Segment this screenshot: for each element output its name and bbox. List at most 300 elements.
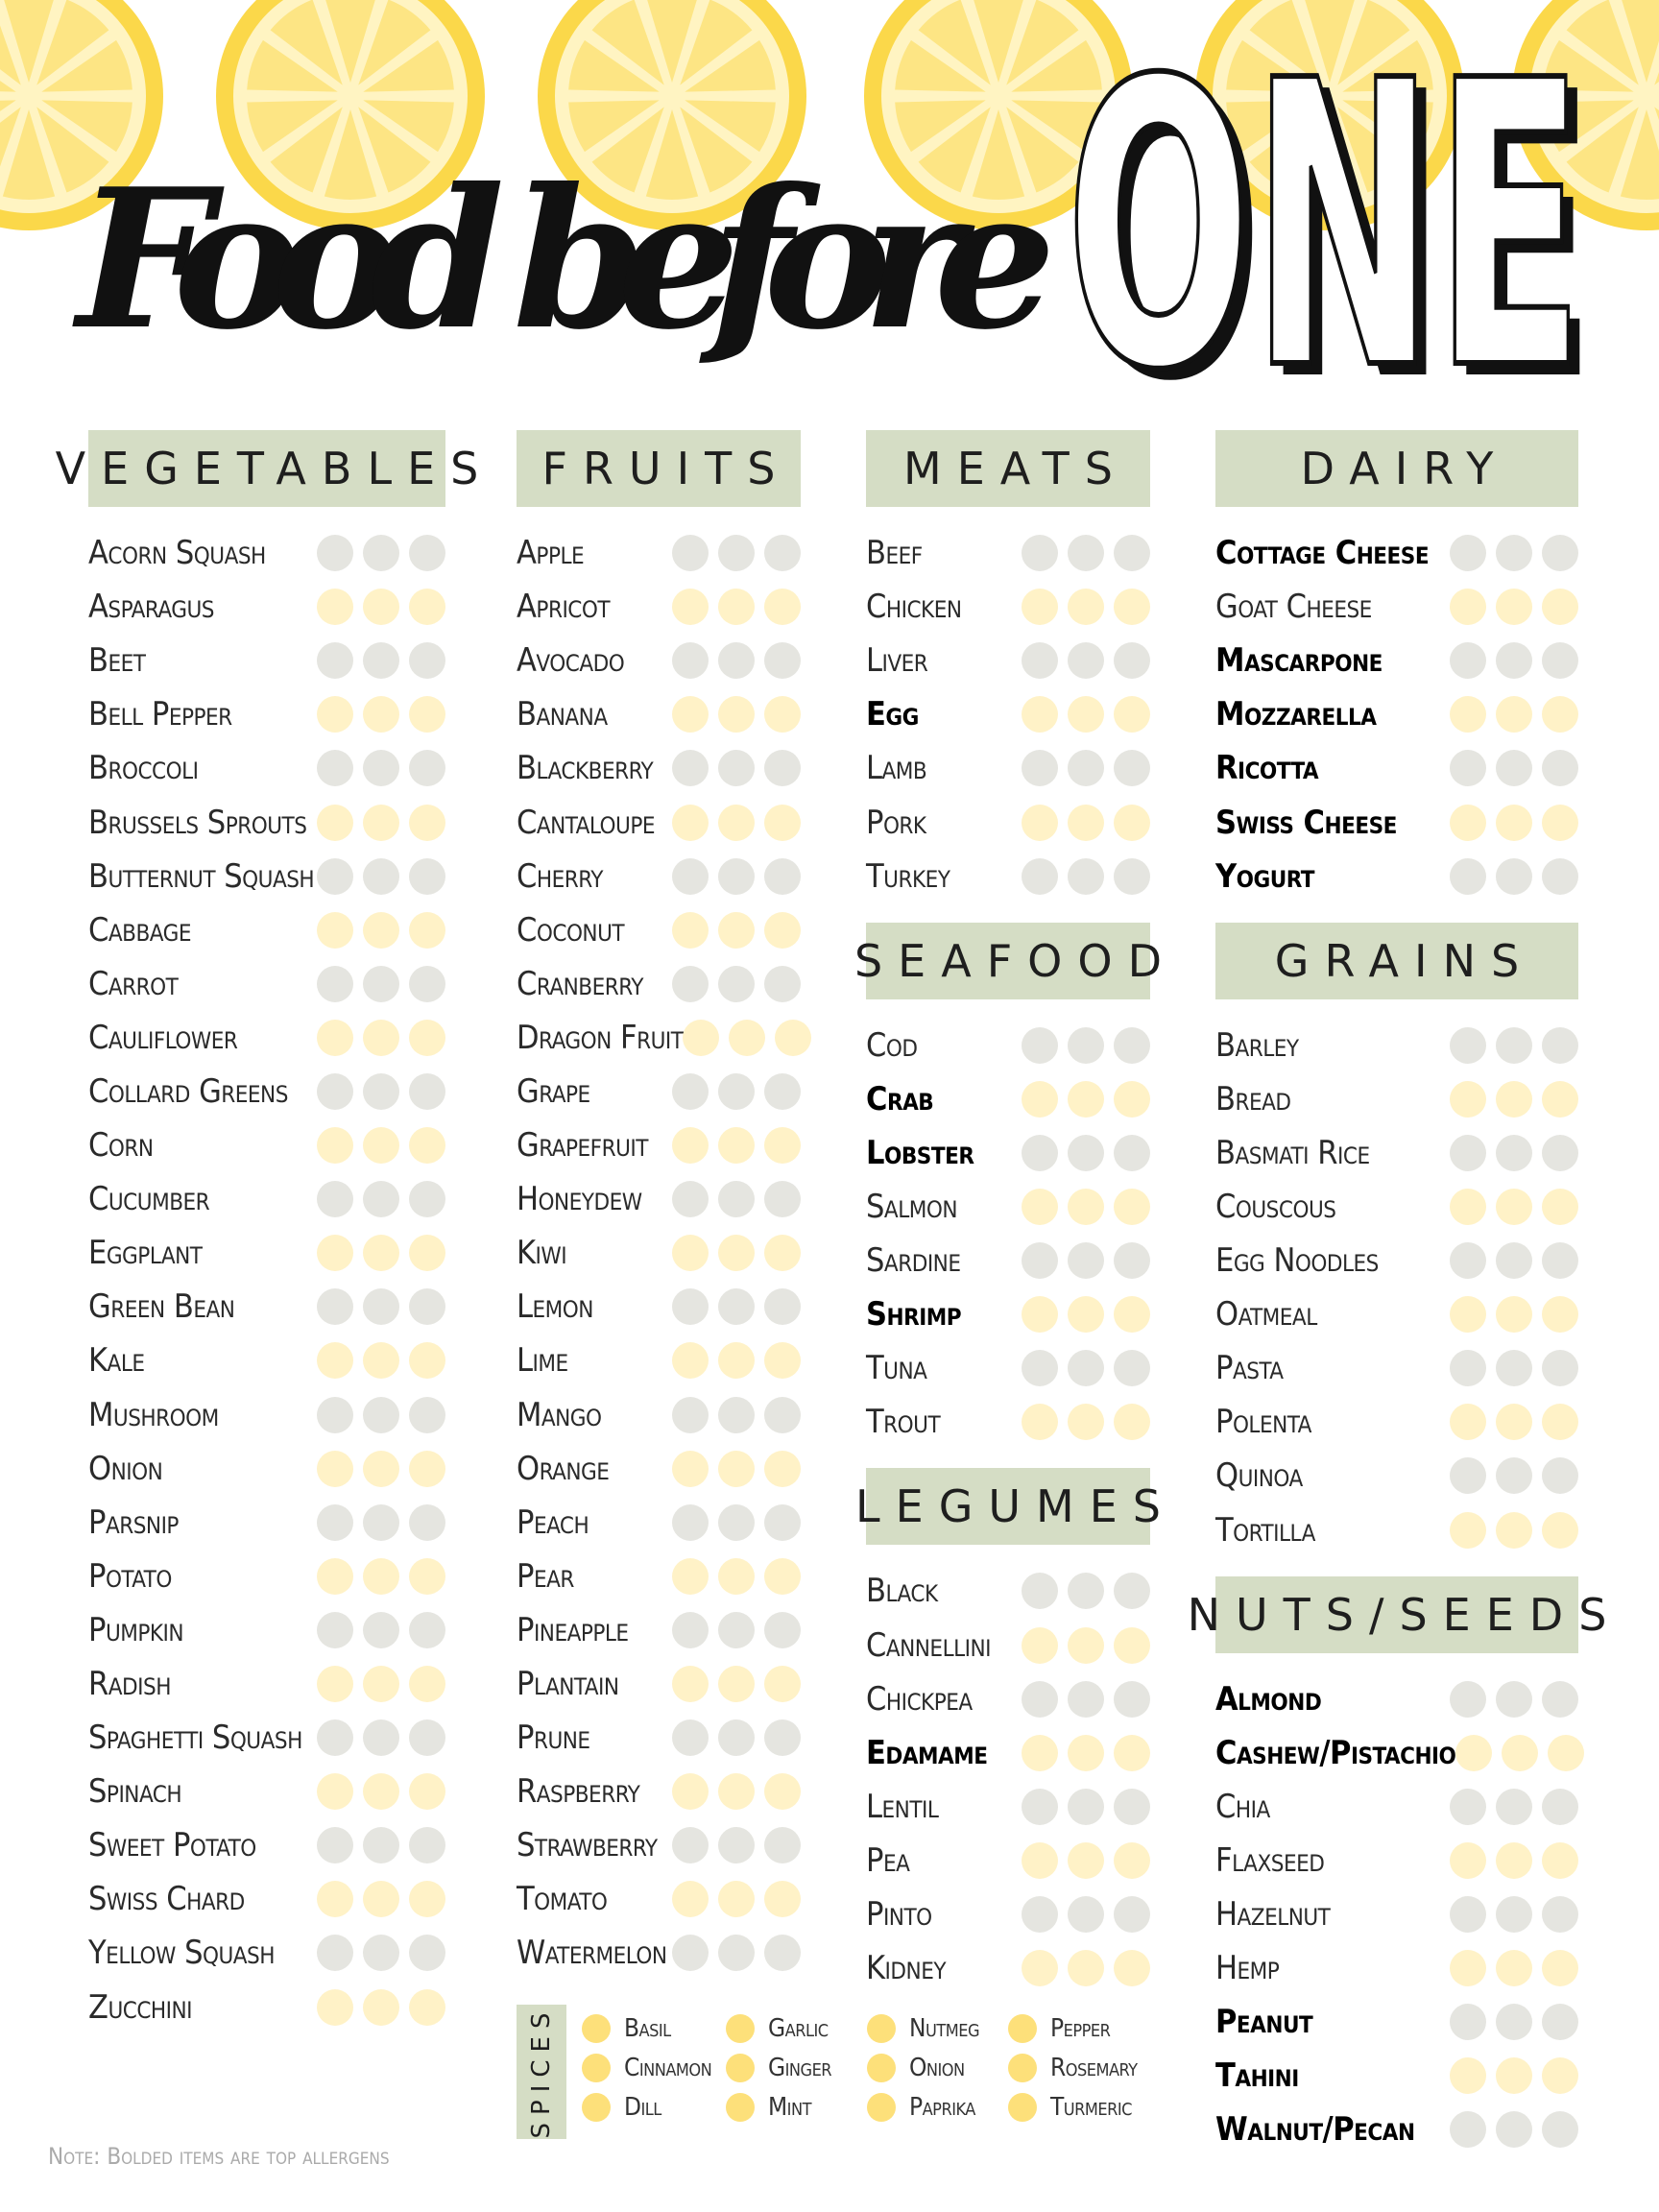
tracking-dot[interactable] [317,1288,353,1325]
tracking-dot[interactable] [1450,1896,1486,1933]
tracking-dot[interactable] [718,912,755,949]
tracking-dot[interactable] [317,1342,353,1379]
tracking-dot[interactable] [718,1181,755,1217]
tracking-dot[interactable] [1068,589,1104,625]
tracking-dot[interactable] [1022,1950,1058,1986]
tracking-dot[interactable] [764,1127,801,1164]
tracking-dot[interactable] [363,1235,399,1271]
tracking-dot[interactable] [409,1935,445,1971]
tracking-dot[interactable] [764,1935,801,1971]
tracking-dot[interactable] [409,1719,445,1756]
tracking-dot[interactable] [1022,805,1058,841]
tracking-dot[interactable] [1496,1350,1532,1386]
tracking-dot[interactable] [1114,535,1150,571]
tracking-dot[interactable] [409,1881,445,1917]
tracking-dot[interactable] [1496,1296,1532,1333]
tracking-dot[interactable] [317,750,353,786]
tracking-dot[interactable] [409,642,445,679]
tracking-dot[interactable] [409,1073,445,1110]
tracking-dot[interactable] [1450,642,1486,679]
tracking-dot[interactable] [1114,696,1150,733]
tracking-dot[interactable] [363,966,399,1002]
tracking-dot[interactable] [1542,1189,1578,1225]
tracking-dot[interactable] [1068,1896,1104,1933]
tracking-dot[interactable] [718,535,755,571]
tracking-dot[interactable] [317,1773,353,1810]
tracking-dot[interactable] [1450,1027,1486,1064]
tracking-dot[interactable] [317,1881,353,1917]
tracking-dot[interactable] [1542,1296,1578,1333]
tracking-dot[interactable] [409,1127,445,1164]
tracking-dot[interactable] [1450,535,1486,571]
tracking-dot[interactable] [1542,1457,1578,1494]
tracking-dot[interactable] [718,1342,755,1379]
tracking-dot[interactable] [363,1935,399,1971]
tracking-dot[interactable] [1022,1573,1058,1609]
tracking-dot[interactable] [764,1666,801,1702]
tracking-dot[interactable] [1114,1027,1150,1064]
tracking-dot[interactable] [363,1881,399,1917]
tracking-dot[interactable] [363,1073,399,1110]
tracking-dot[interactable] [1542,805,1578,841]
tracking-dot[interactable] [317,535,353,571]
tracking-dot[interactable] [1068,1404,1104,1440]
tracking-dot[interactable] [409,805,445,841]
tracking-dot[interactable] [1542,696,1578,733]
tracking-dot[interactable] [672,858,709,895]
tracking-dot[interactable] [409,1020,445,1056]
tracking-dot[interactable] [764,589,801,625]
tracking-dot[interactable] [1068,1950,1104,1986]
tracking-dot[interactable] [363,858,399,895]
tracking-dot[interactable] [1496,1512,1532,1549]
tracking-dot[interactable] [1542,642,1578,679]
tracking-dot[interactable] [1455,1735,1492,1771]
tracking-dot[interactable] [672,1235,709,1271]
spice-dot[interactable] [582,2054,611,2082]
tracking-dot[interactable] [409,912,445,949]
tracking-dot[interactable] [409,535,445,571]
tracking-dot[interactable] [1496,858,1532,895]
tracking-dot[interactable] [1450,1135,1486,1171]
tracking-dot[interactable] [1542,1404,1578,1440]
tracking-dot[interactable] [1068,858,1104,895]
tracking-dot[interactable] [1068,535,1104,571]
tracking-dot[interactable] [718,589,755,625]
tracking-dot[interactable] [1022,1081,1058,1118]
tracking-dot[interactable] [1114,1842,1150,1879]
tracking-dot[interactable] [1542,858,1578,895]
tracking-dot[interactable] [317,1181,353,1217]
tracking-dot[interactable] [409,1342,445,1379]
tracking-dot[interactable] [764,535,801,571]
tracking-dot[interactable] [764,1827,801,1863]
tracking-dot[interactable] [1068,642,1104,679]
tracking-dot[interactable] [363,642,399,679]
tracking-dot[interactable] [317,912,353,949]
spice-dot[interactable] [726,2014,755,2043]
tracking-dot[interactable] [1542,1081,1578,1118]
tracking-dot[interactable] [409,750,445,786]
tracking-dot[interactable] [1450,1242,1486,1279]
tracking-dot[interactable] [718,1935,755,1971]
tracking-dot[interactable] [1450,1189,1486,1225]
tracking-dot[interactable] [1022,858,1058,895]
tracking-dot[interactable] [764,1073,801,1110]
tracking-dot[interactable] [1068,1627,1104,1664]
tracking-dot[interactable] [409,1558,445,1595]
tracking-dot[interactable] [409,1504,445,1541]
tracking-dot[interactable] [1022,1735,1058,1771]
tracking-dot[interactable] [363,535,399,571]
tracking-dot[interactable] [764,805,801,841]
tracking-dot[interactable] [672,912,709,949]
tracking-dot[interactable] [764,1558,801,1595]
tracking-dot[interactable] [363,912,399,949]
tracking-dot[interactable] [1542,1135,1578,1171]
tracking-dot[interactable] [1502,1735,1538,1771]
tracking-dot[interactable] [1496,2004,1532,2040]
tracking-dot[interactable] [1542,1512,1578,1549]
tracking-dot[interactable] [764,1235,801,1271]
tracking-dot[interactable] [764,966,801,1002]
tracking-dot[interactable] [1068,1242,1104,1279]
spice-dot[interactable] [867,2093,896,2122]
tracking-dot[interactable] [1114,1896,1150,1933]
tracking-dot[interactable] [363,1558,399,1595]
tracking-dot[interactable] [672,1612,709,1648]
spice-dot[interactable] [1008,2014,1037,2043]
tracking-dot[interactable] [1022,1789,1058,1825]
tracking-dot[interactable] [1022,696,1058,733]
tracking-dot[interactable] [683,1020,719,1056]
tracking-dot[interactable] [718,1773,755,1810]
tracking-dot[interactable] [1114,1950,1150,1986]
tracking-dot[interactable] [1496,805,1532,841]
tracking-dot[interactable] [409,1612,445,1648]
tracking-dot[interactable] [409,1181,445,1217]
tracking-dot[interactable] [672,750,709,786]
tracking-dot[interactable] [672,1127,709,1164]
tracking-dot[interactable] [718,1881,755,1917]
tracking-dot[interactable] [363,1127,399,1164]
tracking-dot[interactable] [363,696,399,733]
tracking-dot[interactable] [1068,750,1104,786]
tracking-dot[interactable] [1542,750,1578,786]
tracking-dot[interactable] [363,1020,399,1056]
tracking-dot[interactable] [1496,1950,1532,1986]
tracking-dot[interactable] [1496,1135,1532,1171]
tracking-dot[interactable] [363,750,399,786]
tracking-dot[interactable] [1114,1296,1150,1333]
tracking-dot[interactable] [718,696,755,733]
spice-dot[interactable] [726,2054,755,2082]
spice-dot[interactable] [867,2014,896,2043]
tracking-dot[interactable] [1022,1350,1058,1386]
tracking-dot[interactable] [317,805,353,841]
tracking-dot[interactable] [718,1666,755,1702]
tracking-dot[interactable] [363,1773,399,1810]
tracking-dot[interactable] [1548,1735,1584,1771]
tracking-dot[interactable] [1496,1189,1532,1225]
tracking-dot[interactable] [363,1397,399,1433]
tracking-dot[interactable] [672,1397,709,1433]
tracking-dot[interactable] [317,1235,353,1271]
tracking-dot[interactable] [672,1504,709,1541]
tracking-dot[interactable] [1022,750,1058,786]
tracking-dot[interactable] [672,1935,709,1971]
tracking-dot[interactable] [718,750,755,786]
tracking-dot[interactable] [409,696,445,733]
tracking-dot[interactable] [1022,1027,1058,1064]
tracking-dot[interactable] [718,642,755,679]
tracking-dot[interactable] [764,1342,801,1379]
tracking-dot[interactable] [363,1989,399,2026]
tracking-dot[interactable] [363,1666,399,1702]
tracking-dot[interactable] [672,1181,709,1217]
tracking-dot[interactable] [718,1397,755,1433]
tracking-dot[interactable] [718,1073,755,1110]
tracking-dot[interactable] [317,1020,353,1056]
tracking-dot[interactable] [1450,805,1486,841]
tracking-dot[interactable] [1114,1735,1150,1771]
spice-dot[interactable] [582,2014,611,2043]
tracking-dot[interactable] [1496,2111,1532,2148]
tracking-dot[interactable] [1068,1081,1104,1118]
tracking-dot[interactable] [764,1397,801,1433]
tracking-dot[interactable] [1114,1681,1150,1718]
tracking-dot[interactable] [1068,1296,1104,1333]
tracking-dot[interactable] [1450,1512,1486,1549]
tracking-dot[interactable] [1068,1189,1104,1225]
tracking-dot[interactable] [1022,1242,1058,1279]
tracking-dot[interactable] [317,1504,353,1541]
tracking-dot[interactable] [718,966,755,1002]
tracking-dot[interactable] [317,1666,353,1702]
tracking-dot[interactable] [1450,1404,1486,1440]
tracking-dot[interactable] [317,1612,353,1648]
tracking-dot[interactable] [317,696,353,733]
tracking-dot[interactable] [672,535,709,571]
spice-dot[interactable] [867,2054,896,2082]
tracking-dot[interactable] [363,1504,399,1541]
tracking-dot[interactable] [1068,1573,1104,1609]
tracking-dot[interactable] [409,1773,445,1810]
tracking-dot[interactable] [1068,1681,1104,1718]
tracking-dot[interactable] [1450,2057,1486,2094]
tracking-dot[interactable] [1022,1842,1058,1879]
tracking-dot[interactable] [672,589,709,625]
tracking-dot[interactable] [1114,589,1150,625]
tracking-dot[interactable] [1022,1627,1058,1664]
tracking-dot[interactable] [775,1020,811,1056]
tracking-dot[interactable] [317,1397,353,1433]
tracking-dot[interactable] [317,966,353,1002]
tracking-dot[interactable] [764,1719,801,1756]
tracking-dot[interactable] [409,1989,445,2026]
tracking-dot[interactable] [1114,1350,1150,1386]
tracking-dot[interactable] [1542,2004,1578,2040]
tracking-dot[interactable] [1114,750,1150,786]
tracking-dot[interactable] [718,1827,755,1863]
tracking-dot[interactable] [1542,1842,1578,1879]
tracking-dot[interactable] [409,1827,445,1863]
tracking-dot[interactable] [1450,1081,1486,1118]
tracking-dot[interactable] [1114,1189,1150,1225]
tracking-dot[interactable] [1114,1135,1150,1171]
tracking-dot[interactable] [1496,750,1532,786]
tracking-dot[interactable] [1114,1242,1150,1279]
tracking-dot[interactable] [1022,1681,1058,1718]
tracking-dot[interactable] [1022,589,1058,625]
tracking-dot[interactable] [1496,535,1532,571]
tracking-dot[interactable] [1450,2004,1486,2040]
tracking-dot[interactable] [764,1181,801,1217]
tracking-dot[interactable] [764,642,801,679]
tracking-dot[interactable] [1542,1950,1578,1986]
tracking-dot[interactable] [363,1181,399,1217]
tracking-dot[interactable] [1068,1735,1104,1771]
tracking-dot[interactable] [409,1666,445,1702]
tracking-dot[interactable] [317,1719,353,1756]
tracking-dot[interactable] [764,912,801,949]
tracking-dot[interactable] [1450,1789,1486,1825]
tracking-dot[interactable] [317,589,353,625]
tracking-dot[interactable] [363,1342,399,1379]
tracking-dot[interactable] [672,1558,709,1595]
tracking-dot[interactable] [1450,1842,1486,1879]
tracking-dot[interactable] [1542,1896,1578,1933]
tracking-dot[interactable] [672,966,709,1002]
tracking-dot[interactable] [317,1989,353,2026]
tracking-dot[interactable] [317,1558,353,1595]
tracking-dot[interactable] [1022,1135,1058,1171]
tracking-dot[interactable] [1022,1404,1058,1440]
tracking-dot[interactable] [1022,535,1058,571]
tracking-dot[interactable] [1496,1081,1532,1118]
tracking-dot[interactable] [1496,642,1532,679]
tracking-dot[interactable] [672,1288,709,1325]
tracking-dot[interactable] [764,696,801,733]
tracking-dot[interactable] [1496,1681,1532,1718]
tracking-dot[interactable] [409,1288,445,1325]
tracking-dot[interactable] [1542,535,1578,571]
tracking-dot[interactable] [1542,1027,1578,1064]
tracking-dot[interactable] [1068,1789,1104,1825]
tracking-dot[interactable] [764,1451,801,1487]
tracking-dot[interactable] [672,696,709,733]
tracking-dot[interactable] [1022,642,1058,679]
tracking-dot[interactable] [1114,1627,1150,1664]
tracking-dot[interactable] [672,805,709,841]
tracking-dot[interactable] [1114,1573,1150,1609]
tracking-dot[interactable] [1068,696,1104,733]
tracking-dot[interactable] [363,1719,399,1756]
tracking-dot[interactable] [1068,1135,1104,1171]
tracking-dot[interactable] [409,858,445,895]
tracking-dot[interactable] [317,858,353,895]
tracking-dot[interactable] [1022,1896,1058,1933]
tracking-dot[interactable] [363,805,399,841]
tracking-dot[interactable] [409,1451,445,1487]
tracking-dot[interactable] [409,1235,445,1271]
tracking-dot[interactable] [1450,2111,1486,2148]
tracking-dot[interactable] [409,1397,445,1433]
tracking-dot[interactable] [764,1504,801,1541]
tracking-dot[interactable] [409,966,445,1002]
tracking-dot[interactable] [317,1827,353,1863]
tracking-dot[interactable] [718,1558,755,1595]
tracking-dot[interactable] [672,1666,709,1702]
tracking-dot[interactable] [729,1020,765,1056]
tracking-dot[interactable] [1114,1404,1150,1440]
tracking-dot[interactable] [1114,858,1150,895]
tracking-dot[interactable] [1496,1842,1532,1879]
tracking-dot[interactable] [718,1127,755,1164]
tracking-dot[interactable] [1542,1789,1578,1825]
tracking-dot[interactable] [1114,805,1150,841]
spice-dot[interactable] [582,2093,611,2122]
tracking-dot[interactable] [672,1827,709,1863]
spice-dot[interactable] [726,2093,755,2122]
tracking-dot[interactable] [764,1881,801,1917]
tracking-dot[interactable] [764,858,801,895]
tracking-dot[interactable] [1450,1296,1486,1333]
tracking-dot[interactable] [672,1719,709,1756]
tracking-dot[interactable] [363,1451,399,1487]
tracking-dot[interactable] [672,1773,709,1810]
tracking-dot[interactable] [1496,696,1532,733]
tracking-dot[interactable] [317,1127,353,1164]
spice-dot[interactable] [1008,2093,1037,2122]
tracking-dot[interactable] [1450,1350,1486,1386]
tracking-dot[interactable] [1022,1296,1058,1333]
tracking-dot[interactable] [1496,1457,1532,1494]
tracking-dot[interactable] [718,1235,755,1271]
tracking-dot[interactable] [1068,1842,1104,1879]
tracking-dot[interactable] [1542,589,1578,625]
tracking-dot[interactable] [1114,1789,1150,1825]
tracking-dot[interactable] [317,1451,353,1487]
tracking-dot[interactable] [718,1504,755,1541]
tracking-dot[interactable] [409,589,445,625]
tracking-dot[interactable] [1068,805,1104,841]
tracking-dot[interactable] [1496,589,1532,625]
tracking-dot[interactable] [672,1342,709,1379]
tracking-dot[interactable] [363,1288,399,1325]
tracking-dot[interactable] [1450,696,1486,733]
tracking-dot[interactable] [672,642,709,679]
tracking-dot[interactable] [1450,858,1486,895]
tracking-dot[interactable] [1450,1457,1486,1494]
tracking-dot[interactable] [1022,1189,1058,1225]
tracking-dot[interactable] [1114,1081,1150,1118]
tracking-dot[interactable] [718,1451,755,1487]
tracking-dot[interactable] [1450,750,1486,786]
tracking-dot[interactable] [363,1827,399,1863]
tracking-dot[interactable] [317,642,353,679]
tracking-dot[interactable] [718,1288,755,1325]
tracking-dot[interactable] [718,858,755,895]
tracking-dot[interactable] [718,805,755,841]
tracking-dot[interactable] [764,750,801,786]
tracking-dot[interactable] [1496,1027,1532,1064]
tracking-dot[interactable] [1450,589,1486,625]
tracking-dot[interactable] [718,1612,755,1648]
tracking-dot[interactable] [1542,2057,1578,2094]
tracking-dot[interactable] [1542,1242,1578,1279]
tracking-dot[interactable] [363,589,399,625]
